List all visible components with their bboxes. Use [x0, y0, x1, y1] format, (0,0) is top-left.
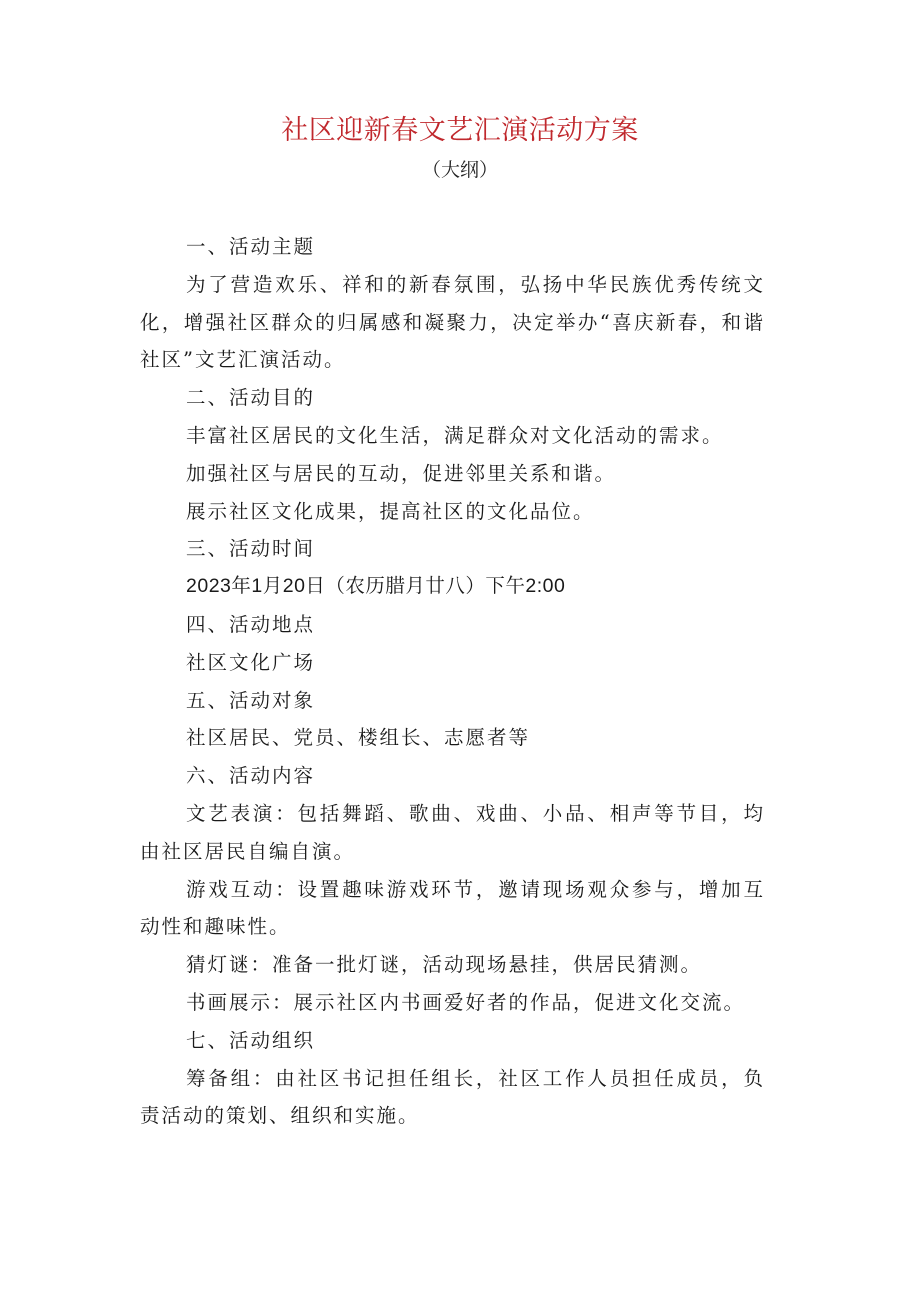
event-place: 社区文化广场: [186, 650, 316, 674]
document-body: [140, 228, 765, 1135]
content-item: 猜灯谜：准备一批灯谜，活动现场悬挂，供居民猜测。: [186, 953, 703, 977]
section-heading-organization: 七、活动组织: [186, 1028, 316, 1052]
paragraph-organization: 筹备组：由社区书记担任组长，社区工作人员担任成员，负责活动的策划、组织和实施。: [140, 1066, 765, 1128]
section-heading-place: 四、活动地点: [186, 612, 316, 636]
event-audience: 社区居民、党员、楼组长、志愿者等: [186, 726, 531, 750]
section-heading-audience: 五、活动对象: [186, 688, 316, 712]
event-time: 2023年1月20日（农历腊月廿八）下午2:00: [186, 575, 566, 598]
purpose-item: 加强社区与居民的互动，促进邻里关系和谐。: [186, 461, 617, 485]
content-item: 文艺表演：包括舞蹈、歌曲、戏曲、小品、相声等节目，均由社区居民自编自演。: [140, 801, 765, 863]
document-subtitle: （大纲）: [421, 159, 498, 181]
content-item: 游戏互动：设置趣味游戏环节，邀请现场观众参与，增加互动性和趣味性。: [140, 877, 765, 939]
purpose-item: 丰富社区居民的文化生活，满足群众对文化活动的需求。: [186, 423, 724, 447]
section-heading-purpose: 二、活动目的: [186, 386, 316, 410]
document-title: 社区迎新春文艺汇演活动方案: [281, 115, 639, 146]
purpose-item: 展示社区文化成果，提高社区的文化品位。: [186, 499, 595, 523]
section-heading-content: 六、活动内容: [186, 764, 316, 788]
section-heading-theme: 一、活动主题: [186, 235, 316, 258]
section-heading-time: 三、活动时间: [186, 537, 316, 561]
paragraph-theme: 为了营造欢乐、祥和的新春氛围，弘扬中华民族优秀传统文化，增强社区群众的归属感和凝聚力，决定举办“喜庆新春，和谐社区”文艺汇演活动。: [140, 272, 765, 372]
content-item: 书画展示：展示社区内书画爱好者的作品，促进文化交流。: [186, 990, 746, 1014]
